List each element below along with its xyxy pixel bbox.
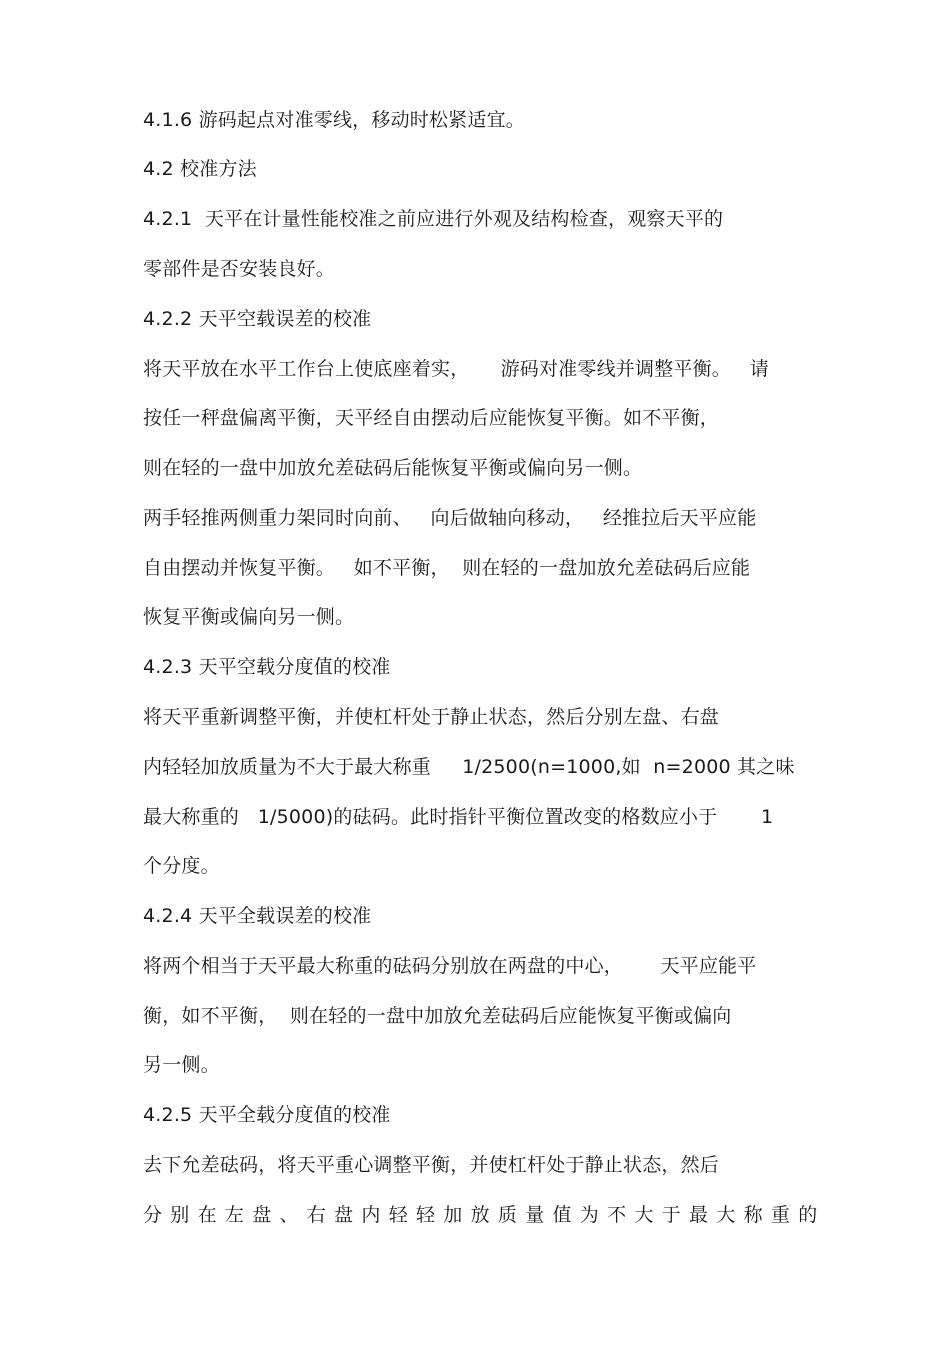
section-heading: 4.2.5 天平全载分度值的校准 <box>143 1104 391 1126</box>
text-line: 衡，如不平衡， 则在轻的一盘中加放允差砝码后应能恢复平衡或偏向 <box>143 1005 732 1027</box>
text-line: 恢复平衡或偏向另一侧。 <box>143 606 355 628</box>
text-line: 两手轻推两侧重力架同时向前、 向后做轴向移动， 经推拉后天平应能 <box>143 507 757 529</box>
text-line: 零部件是否安装良好。 <box>143 258 336 280</box>
section-heading: 4.2.3 天平空载分度值的校准 <box>143 656 391 678</box>
text-line: 4.2.1 天平在计量性能校准之前应进行外观及结构检查，观察天平的 <box>143 208 724 230</box>
text-line: 去下允差砝码，将天平重心调整平衡，并使杠杆处于静止状态，然后 <box>143 1154 720 1176</box>
section-heading: 4.2.4 天平全载误差的校准 <box>143 905 372 927</box>
text-line: 按任一秤盘偏离平衡，天平经自由摆动后应能恢复平衡。如不平衡， <box>143 407 720 429</box>
text-line: 将天平放在水平工作台上使底座着实， 游码对准零线并调整平衡。 请 <box>143 358 769 380</box>
text-line: 将两个相当于天平最大称重的砝码分别放在两盘的中心， 天平应能平 <box>143 955 757 977</box>
text-line: 自由摆动并恢复平衡。 如不平衡， 则在轻的一盘加放允差砝码后应能 <box>143 557 751 579</box>
text-line: 个分度。 <box>143 855 220 877</box>
text-line: 将天平重新调整平衡，并使杠杆处于静止状态，然后分别左盘、右盘 <box>143 706 720 728</box>
text-line: 则在轻的一盘中加放允差砝码后能恢复平衡或偏向另一侧。 <box>143 457 643 479</box>
text-line: 4.1.6 游码起点对准零线，移动时松紧适宜。 <box>143 109 525 131</box>
text-line: 内轻轻加放质量为不大于最大称重 1/2500(n=1000,如 n=2000 其之味 <box>143 756 795 778</box>
text-line: 分别在左盘、右盘内轻轻加放质量值为不大于最大称重的 <box>143 1204 826 1226</box>
text-line: 另一侧。 <box>143 1054 220 1076</box>
text-line: 最大称重的 1/5000)的砝码。此时指针平衡位置改变的格数应小于 1 <box>143 806 774 828</box>
section-heading: 4.2.2 天平空载误差的校准 <box>143 308 372 330</box>
section-heading: 4.2 校准方法 <box>143 158 257 180</box>
